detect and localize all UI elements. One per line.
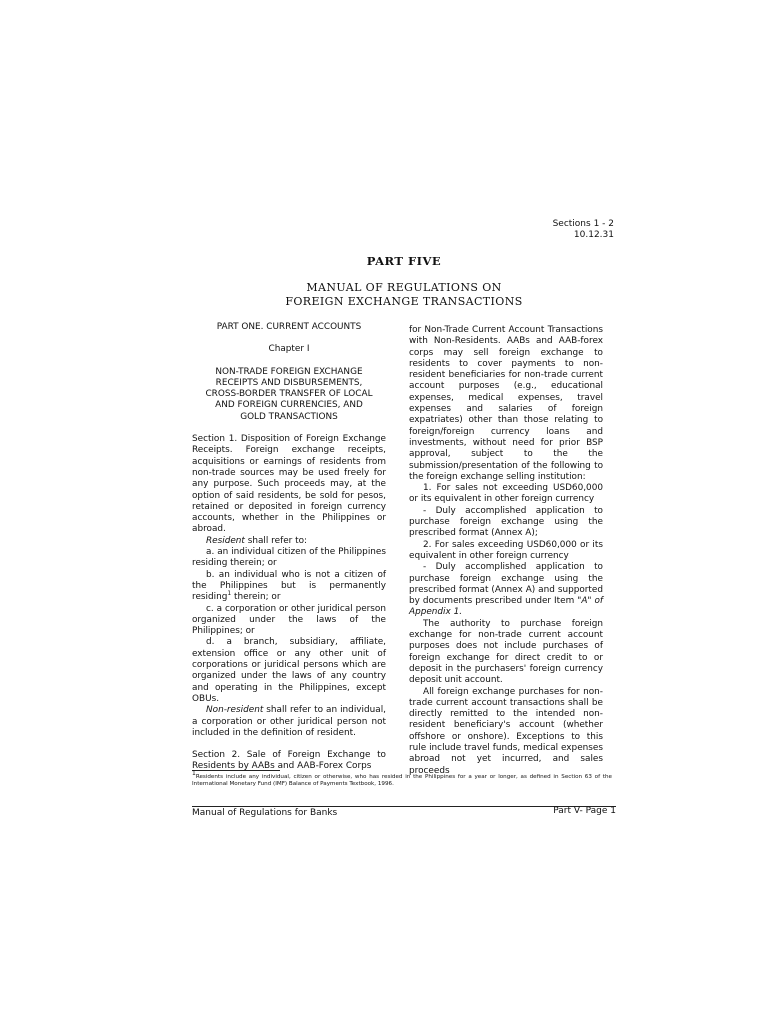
section-1-paragraph: Section 1. Disposition of Foreign Exchange Receipts. Foreign exchange receipts, acquisitions or earnings of residents from non-trade sources may be used freely for any purpose. Such proceeds may, at the option of said residents, be sold for pesos, retained or deposited in foreign currency accounts, whether in the Philippines or abroad.: [192, 434, 386, 535]
item-c: c. a corporation or other juridical person organized under the laws of the Philippines; or: [192, 603, 386, 637]
nonresident-rest: shall refer to an individual, a corporation or other juridical person not included in the definition of resident.: [192, 705, 386, 738]
nonresident-definition: [192, 705, 386, 739]
footer-page-number: Part V- Page 1: [553, 806, 616, 816]
footnote-divider: [192, 770, 280, 771]
item-2: 2. For sales exceeding USD60,000 or its equivalent in other foreign currency: [409, 539, 603, 561]
chapter-title-line: RECEIPTS AND DISBURSEMENTS,: [215, 377, 363, 388]
chapter-title: [192, 367, 386, 423]
item-1: 1. For sales not exceeding USD60,000 or its equivalent in other foreign currency: [409, 483, 603, 505]
item-b: [192, 570, 386, 604]
chapter-title-line: NON-TRADE FOREIGN EXCHANGE: [215, 366, 363, 377]
chapter-title-line: CROSS-BORDER TRANSFER OF LOCAL: [205, 389, 373, 400]
section-2-paragraph: for Non-Trade Current Account Transactions with Non-Residents. AABs and AAB-forex corps may sell foreign exchange to residents to cover payments to non-resident beneficiaries for non-trade current account purposes (e.g., educational expenses, medical expenses, travel expenses and salaries of foreign expatriates) other than those relating to foreign/foreign currency loans and investments, without need for prior BSP approval, subject to the the submission/presentation of the following to the foreign exchange selling institution:: [409, 325, 603, 482]
right-column: [409, 325, 603, 777]
resident-term: Resident: [206, 535, 245, 546]
title-line-2: FOREIGN EXCHANGE TRANSACTIONS: [285, 295, 523, 308]
footer-publication: Manual of Regulations for Banks: [192, 808, 338, 818]
section-2-heading: Section 2. Sale of Foreign Exchange to Residents by AABs and AAB-Forex Corps: [192, 750, 386, 772]
remittance-paragraph: All foreign exchange purchases for non-trade current account transactions shall be directly remitted to the intended non-resident beneficiary's account (whether offshore or onshore). Exceptions to this rule include travel funds, medical expenses abroad not yet incurred, and sales proceeds: [409, 686, 603, 776]
section-code: 10.12.31: [573, 230, 614, 240]
appendix-reference: "A" of Appendix 1.: [409, 596, 603, 618]
authority-paragraph: The authority to purchase foreign exchange for non-trade current account purposes does not include purchases of foreign exchange for direct credit to or deposit in the purchasers' foreign currency deposit unit account.: [409, 618, 603, 686]
resident-definition: [192, 536, 386, 547]
item-2-sub-text: - Duly accomplished application to purchase foreign exchange using the prescribed format (Annex A) and supported by documents prescribed under Item: [409, 562, 603, 607]
part-title: PART FIVE: [366, 254, 442, 268]
chapter-title-line: GOLD TRANSACTIONS: [240, 411, 338, 422]
left-column: [192, 322, 386, 773]
footnote-reference: 1: [227, 590, 232, 598]
item-1-sub: - Duly accomplished application to purchase foreign exchange using the prescribed format (Annex A);: [409, 505, 603, 539]
resident-rest: shall refer to:: [244, 535, 308, 546]
nonresident-term: Non-resident: [206, 705, 264, 716]
section-reference: [553, 219, 614, 241]
part-heading: PART ONE. CURRENT ACCOUNTS: [216, 322, 362, 332]
chapter-label: Chapter I: [268, 344, 310, 355]
item-2-sub: [409, 562, 603, 618]
document-title: [192, 254, 616, 309]
item-a: a. an individual citizen of the Philippines residing therein; or: [192, 547, 386, 569]
footnote: [192, 770, 612, 788]
item-b-tail: therein; or: [231, 592, 281, 603]
item-b-text: b. an individual who is not a citizen of the Philippines but is permanently residing: [192, 569, 386, 603]
sections-label: Sections 1 - 2: [552, 219, 614, 229]
item-d: d. a branch, subsidiary, affiliate, extension office or any other unit of corporations or juridical persons which are organized under the laws of any country and operating in the Philippines, except OBUs.: [192, 637, 386, 704]
footnote-text: Residents include any individual, citizen or otherwise, who has resided in the Philippines for a year or longer, as defined in Section 63 of the International Monetary Fund (IMF) Balance of Payments Textbook, 1996.: [192, 774, 612, 787]
footnote-mark: 1: [192, 770, 196, 778]
chapter-title-line: AND FOREIGN CURRENCIES, AND: [215, 400, 363, 411]
title-line-1: MANUAL OF REGULATIONS ON: [306, 281, 502, 294]
